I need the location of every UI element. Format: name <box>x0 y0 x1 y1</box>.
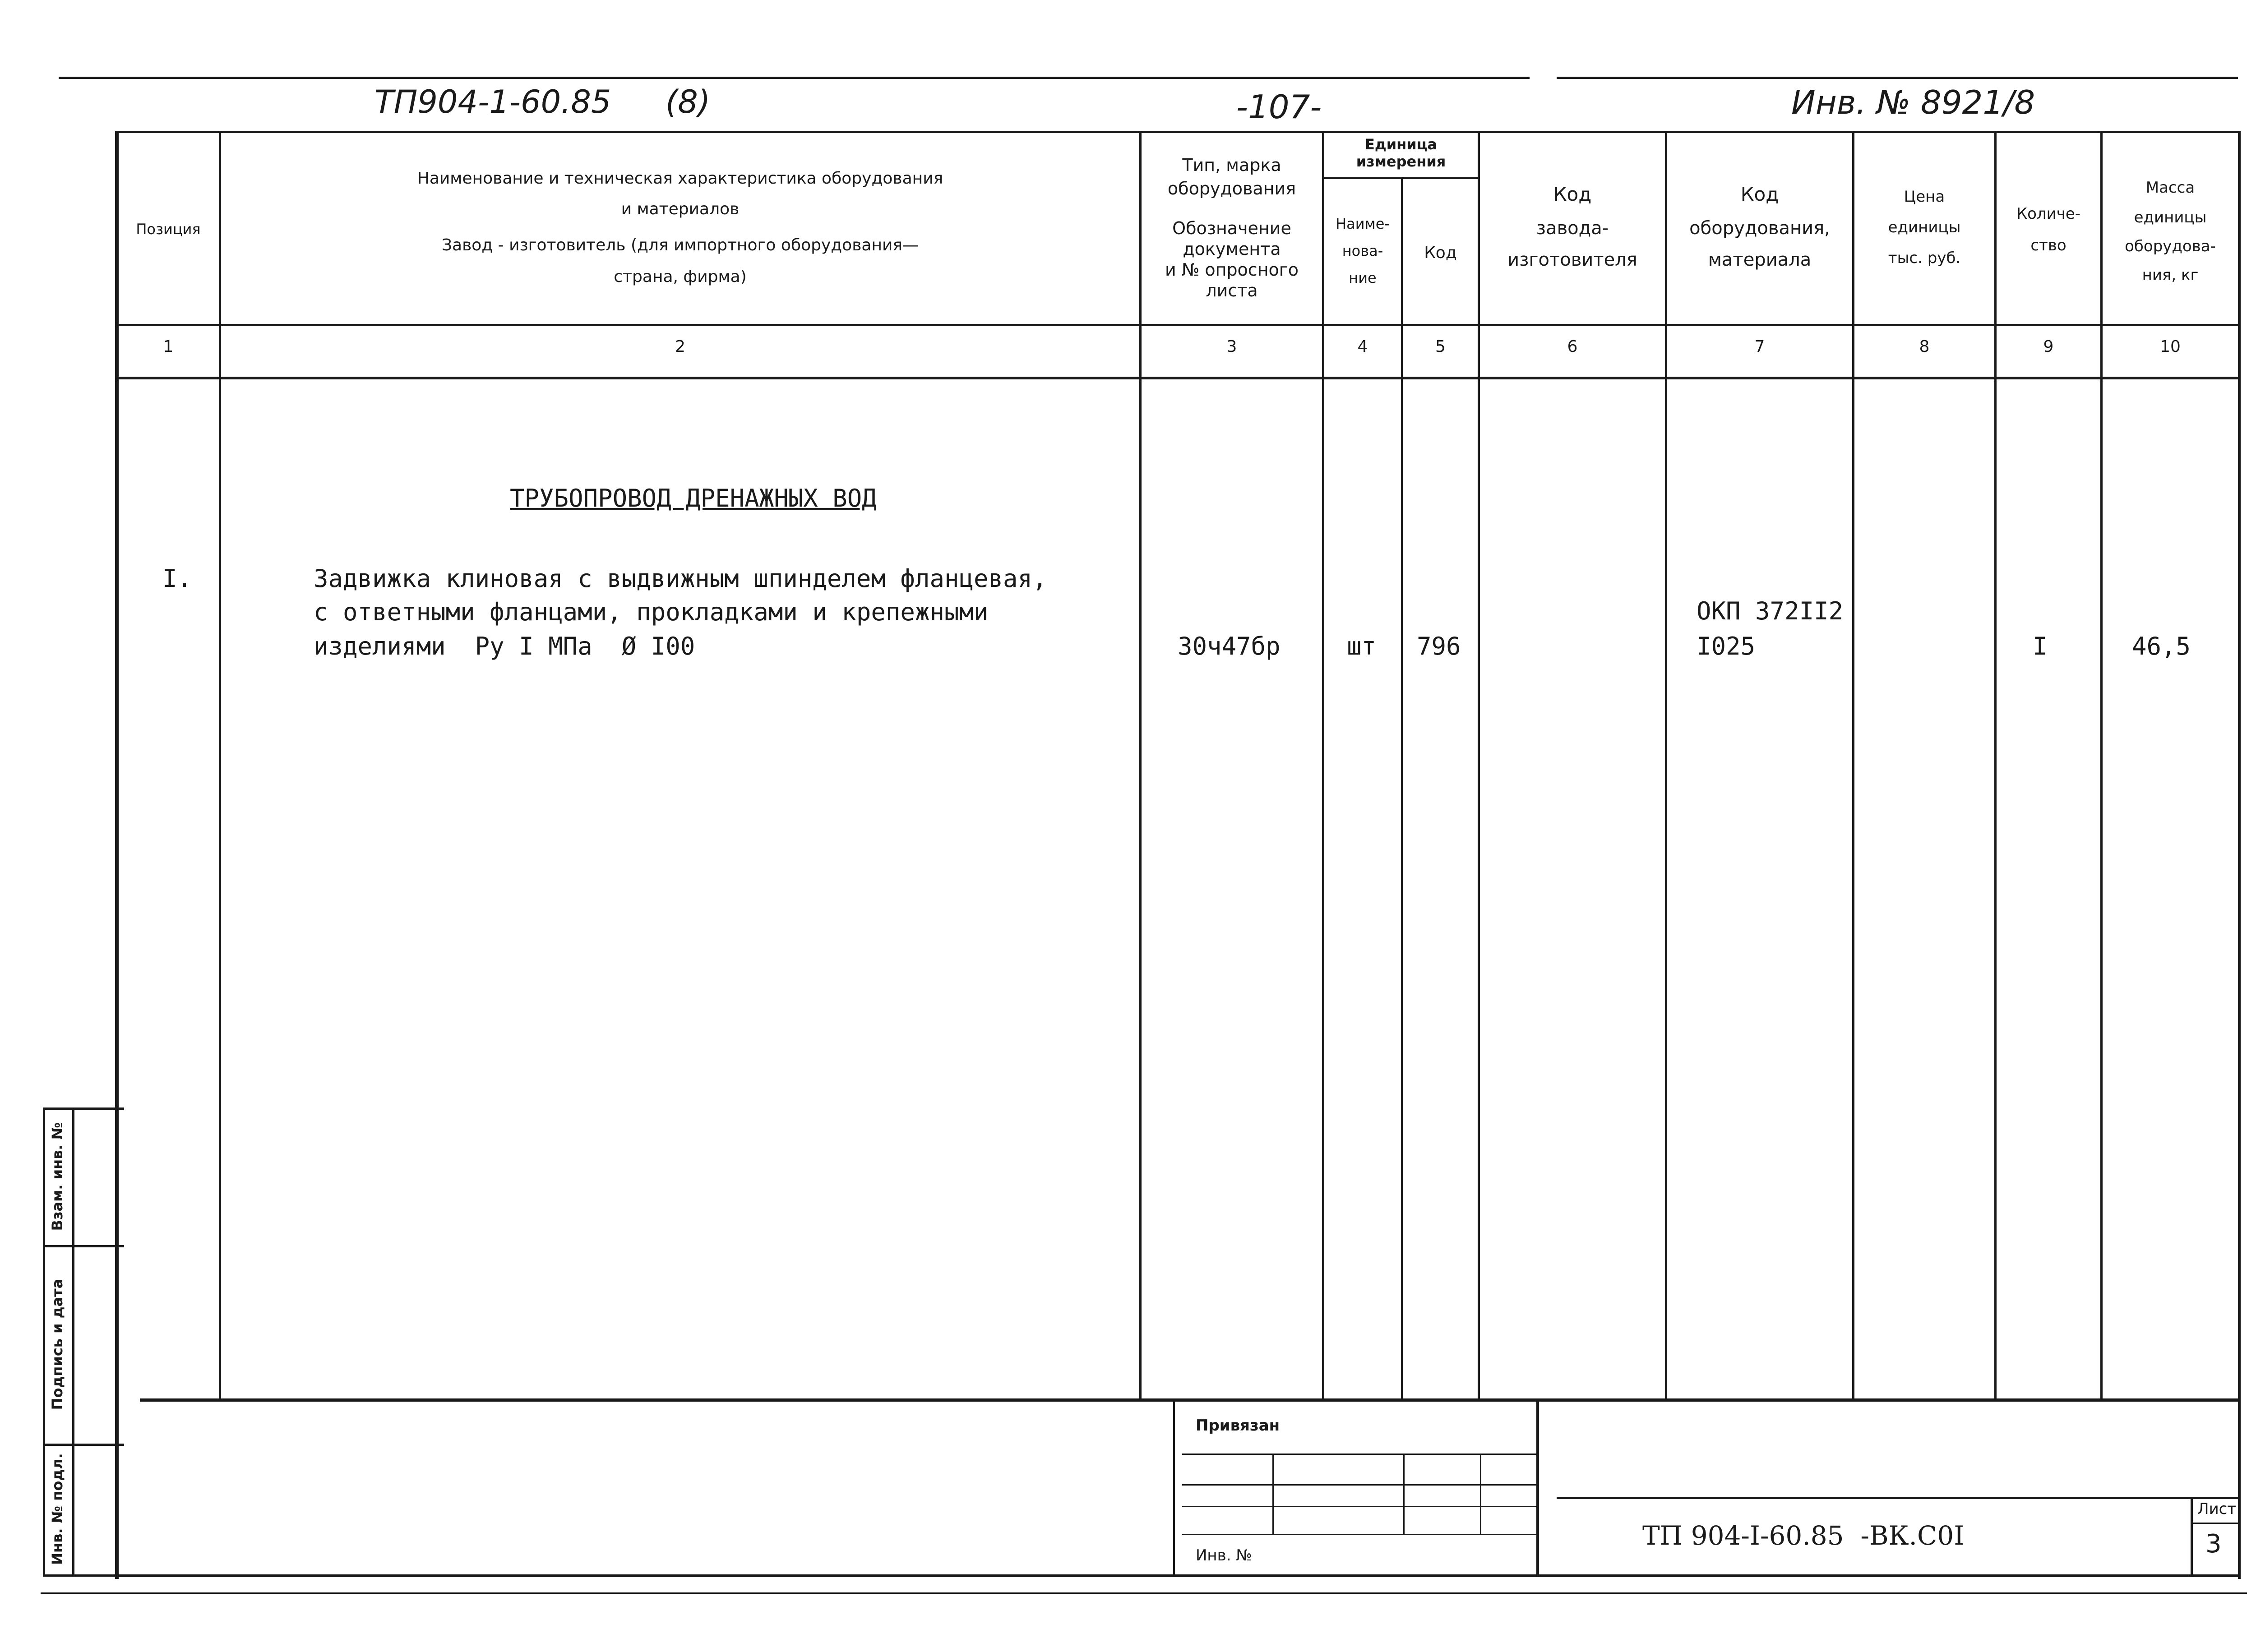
col7-header-line2: оборудования, <box>1689 218 1830 239</box>
row-name-line1: Задвижка клиновая с выдвижным шпинделем фланцевая, <box>314 564 1047 593</box>
col-divider-1 <box>219 131 221 1398</box>
col10-header-line4: ния, кг <box>2142 266 2199 284</box>
title-block-rule <box>1557 1497 2238 1499</box>
col3-header-line1: Тип, марка <box>1182 155 1281 175</box>
tied-rule-3 <box>1182 1506 1536 1507</box>
side-label-signature-date: Подпись и дата <box>49 1278 66 1410</box>
col-divider-6 <box>1665 131 1667 1398</box>
col-divider-7 <box>1852 131 1854 1398</box>
sheet-box-left <box>2191 1497 2193 1574</box>
col-divider-9 <box>2100 131 2103 1398</box>
col3-header-line4: документа <box>1183 239 1281 259</box>
top-rule-right <box>1557 77 2238 79</box>
row-unit-name: шт <box>1347 632 1377 660</box>
number-row-rule <box>115 377 2240 379</box>
col3-header-line5: и № опросного <box>1165 260 1299 280</box>
side-label-replaced-inv: Взам. инв. № <box>49 1122 66 1231</box>
sheet-ref: (8) <box>666 83 711 120</box>
side-stamp-left <box>43 1107 45 1577</box>
row-mass: 46,5 <box>2132 632 2191 660</box>
col2-header-line2: и материалов <box>621 200 740 218</box>
row-type: 30ч47бр <box>1178 632 1281 660</box>
header-top-rule <box>115 131 2240 133</box>
col4-header-line3: ние <box>1349 269 1377 286</box>
col3-header-line2: оборудования <box>1167 179 1296 198</box>
top-rule <box>59 77 1530 79</box>
col9-header-line2: ство <box>2030 236 2066 254</box>
col6-header-line3: изготовителя <box>1507 249 1637 270</box>
sheet-label: Лист <box>2197 1500 2237 1518</box>
col10-header-line2: единицы <box>2134 208 2207 226</box>
row-unit-code: 796 <box>1417 632 1461 660</box>
col-num-6: 6 <box>1567 337 1578 356</box>
section-title: ТРУБОПРОВОД ДРЕНАЖНЫХ ВОД <box>510 484 877 512</box>
col5-header: Код <box>1424 244 1457 262</box>
tied-inv-label: Инв. № <box>1196 1546 1252 1564</box>
col8-header-line3: тыс. руб. <box>1888 249 1961 267</box>
col6-header-line2: завода- <box>1536 218 1609 239</box>
col-divider-8 <box>1994 131 1997 1398</box>
col-num-9: 9 <box>2043 337 2054 356</box>
col-num-8: 8 <box>1919 337 1930 356</box>
side-stamp-rule-1 <box>43 1245 124 1247</box>
col3-header-line3: Обозначение <box>1172 218 1291 238</box>
side-stamp-mid <box>72 1107 74 1577</box>
tied-col-3 <box>1480 1454 1481 1534</box>
tied-box-left <box>1173 1401 1175 1574</box>
sheet-number: 3 <box>2205 1529 2222 1559</box>
col-num-7: 7 <box>1754 337 1765 356</box>
col7-header-line3: материала <box>1708 249 1812 270</box>
col4-header-line2: нова- <box>1342 242 1383 259</box>
tied-label: Привязан <box>1196 1417 1280 1435</box>
tied-col-2 <box>1403 1454 1405 1534</box>
col8-header-line1: Цена <box>1904 188 1945 206</box>
col2-header-line3: Завод - изготовитель (для импортного оборудования— <box>441 236 919 254</box>
col2-header-line4: страна, фирма) <box>614 268 747 286</box>
inventory-number: Инв. № 8921/8 <box>1791 83 2035 121</box>
footer-doc-code: ТП 904-I-60.85 -ВК.С0I <box>1642 1520 1965 1551</box>
col-divider-4 <box>1401 178 1403 1398</box>
row-name-line2: с ответными фланцами, прокладками и крепежными <box>314 598 989 626</box>
tied-box-right <box>1536 1401 1539 1574</box>
col10-header-line1: Масса <box>2145 179 2195 197</box>
unit-group-rule <box>1324 177 1478 179</box>
footer-bottom-rule <box>115 1574 2238 1577</box>
tied-col-1 <box>1272 1454 1274 1534</box>
col-num-3: 3 <box>1226 337 1237 356</box>
row-equipment-code-line1: ОКП 372II2 <box>1697 597 1844 625</box>
col10-header-line3: оборудова- <box>2125 237 2216 255</box>
header-bottom-rule <box>115 324 2240 326</box>
col-num-1: 1 <box>163 337 174 356</box>
col1-header: Позиция <box>136 221 201 238</box>
col7-header-line1: Код <box>1740 183 1779 205</box>
unit-group-header: Единица <box>1365 136 1437 153</box>
doc-code-header: ТП904-1-60.85 <box>374 83 611 120</box>
row-quantity: I <box>2033 632 2048 660</box>
col-divider-5 <box>1478 131 1480 1398</box>
col8-header-line2: единицы <box>1888 218 1961 236</box>
tied-rule-4 <box>1182 1534 1536 1535</box>
col-divider-2 <box>1139 131 1142 1398</box>
col4-header-line1: Наиме- <box>1336 215 1390 232</box>
col6-header-line1: Код <box>1553 183 1592 205</box>
row-position: I. <box>162 564 192 593</box>
tied-rule-1 <box>1182 1454 1536 1455</box>
tied-rule-2 <box>1182 1484 1536 1486</box>
page-bottom-rule <box>41 1592 2247 1594</box>
col3-header-line6: листа <box>1206 281 1258 300</box>
col-divider-3 <box>1322 131 1324 1398</box>
side-label-original-inv: Инв. № подл. <box>49 1453 66 1565</box>
sheet-label-rule <box>2193 1523 2238 1524</box>
footer-top-rule <box>140 1398 2238 1402</box>
col-num-5: 5 <box>1435 337 1446 356</box>
col-num-10: 10 <box>2160 337 2181 356</box>
col9-header-line1: Количе- <box>2016 205 2081 223</box>
row-name-line3: изделиями Ру I МПа Ø I00 <box>314 632 695 660</box>
col-num-2: 2 <box>675 337 685 356</box>
col-num-4: 4 <box>1357 337 1368 356</box>
col2-header-line1: Наименование и техническая характеристика оборудования <box>417 169 943 188</box>
unit-group-header-2: измерения <box>1356 153 1446 170</box>
table-right-border <box>2238 131 2241 1579</box>
page-number: -107- <box>1236 88 1322 126</box>
row-equipment-code-line2: I025 <box>1697 632 1756 660</box>
